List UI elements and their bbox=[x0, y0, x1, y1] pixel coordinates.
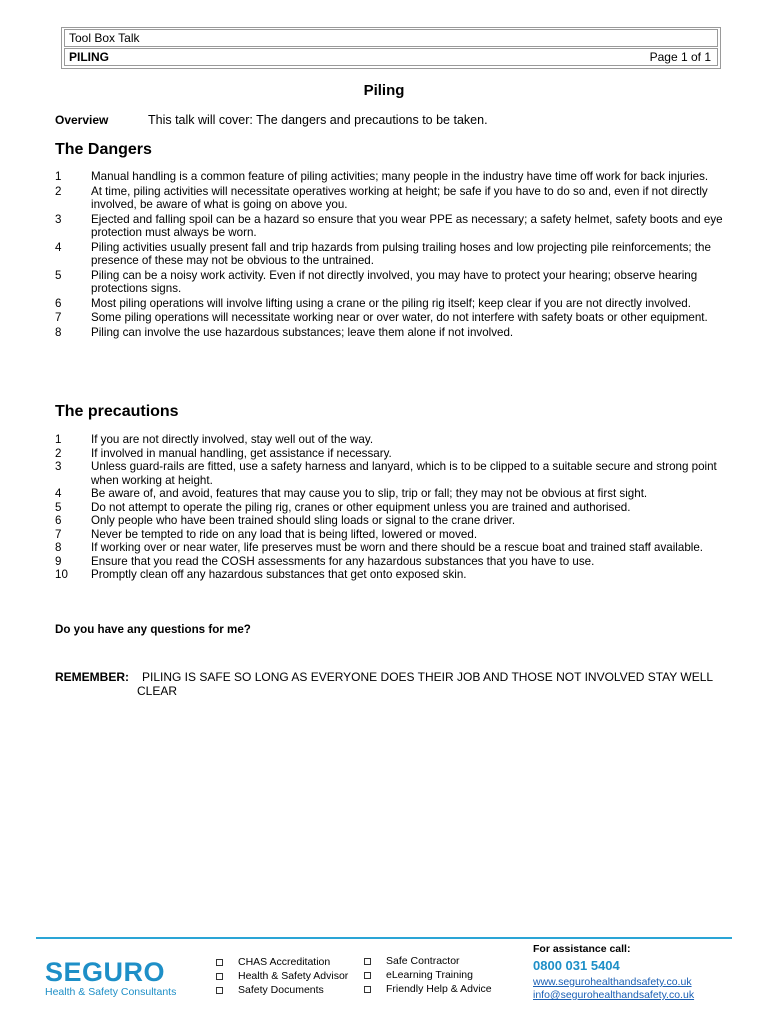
item-number: 7 bbox=[55, 527, 62, 541]
item-text: Never be tempted to ride on any load that is being lifted, lowered or moved. bbox=[91, 527, 478, 541]
document-header bbox=[61, 27, 721, 69]
list-item bbox=[55, 297, 725, 311]
item-number: 1 bbox=[55, 170, 62, 183]
overview-text: This talk will cover: The dangers and precautions to be taken. bbox=[148, 113, 488, 127]
list-item bbox=[216, 983, 348, 997]
item-number: 3 bbox=[55, 212, 62, 226]
topic-label: PILING bbox=[69, 50, 110, 64]
item-number: 6 bbox=[55, 514, 62, 527]
checkbox-icon bbox=[364, 958, 371, 965]
list-item bbox=[364, 954, 492, 968]
item-text: Some piling operations will necessitate working near or over water, do not interfere with safety boats or other equipment. bbox=[91, 311, 708, 324]
service-label: CHAS Accreditation bbox=[238, 956, 331, 968]
item-text: If involved in manual handling, get assistance if necessary. bbox=[91, 446, 392, 460]
item-number: 7 bbox=[55, 311, 62, 324]
item-text: Ejected and falling spoil can be a hazard so ensure that you wear PPE as necessary; a safety helmet, safety boots and eye protection must always be worn. bbox=[91, 212, 723, 239]
item-text: Only people who have been trained should sling loads or signal to the crane driver. bbox=[91, 514, 516, 527]
service-label: eLearning Training bbox=[386, 969, 473, 981]
item-number: 8 bbox=[55, 541, 62, 554]
overview-label: Overview bbox=[55, 113, 109, 127]
phone-number[interactable]: 0800 031 5404 bbox=[533, 958, 620, 973]
item-text: Do not attempt to operate the piling rig, cranes or other equipment unless you are trained and authorised. bbox=[91, 500, 631, 514]
item-number: 4 bbox=[55, 240, 62, 254]
item-text: Piling activities usually present fall and trip hazards from pulsing trailing hoses and low projecting pile reinforcements; the presence of these may not be obvious to the untrained. bbox=[91, 240, 711, 267]
list-item bbox=[216, 969, 348, 983]
list-item bbox=[364, 982, 492, 996]
list-item bbox=[55, 311, 725, 325]
remember-label: REMEMBER: bbox=[55, 670, 129, 684]
list-item bbox=[55, 326, 725, 340]
item-text: Piling can be a noisy work activity. Even if not directly involved, you may have to protect your hearing; observe hearing protections signs. bbox=[91, 268, 698, 295]
list-item bbox=[55, 170, 725, 184]
checkbox-icon bbox=[364, 986, 371, 993]
item-text: At time, piling activities will necessitate operatives working at height; be safe if you have to do so and, even if not directly involved, be aware of what is going on above you. bbox=[91, 184, 708, 211]
item-text: If working over or near water, life preserves must be worn and there should be a rescue boat and trained staff available. bbox=[91, 541, 704, 554]
page-title: Piling bbox=[363, 82, 405, 99]
precautions-list bbox=[55, 433, 725, 582]
item-number: 2 bbox=[55, 446, 62, 460]
item-text: Manual handling is a common feature of piling activities; many people in the industry have time off work for back injuries. bbox=[91, 170, 709, 183]
list-item bbox=[216, 955, 348, 969]
item-number: 10 bbox=[55, 568, 68, 581]
service-label: Safe Contractor bbox=[386, 955, 460, 967]
remember-text: PILING IS SAFE SO LONG AS EVERYONE DOES THEIR JOB AND THOSE NOT INVOLVED STAY WELL CLEAR bbox=[137, 670, 713, 698]
list-item bbox=[55, 433, 725, 447]
item-number: 1 bbox=[55, 433, 62, 446]
checkbox-icon bbox=[364, 972, 371, 979]
email-link[interactable]: info@segurohealthandsafety.co.uk bbox=[533, 989, 695, 1001]
service-label: Safety Documents bbox=[238, 984, 324, 996]
item-text: Ensure that you read the COSH assessments for any hazardous substances that you have to use. bbox=[91, 554, 595, 568]
item-number: 9 bbox=[55, 554, 62, 568]
page-number: Page 1 of 1 bbox=[649, 50, 711, 64]
list-item bbox=[55, 241, 725, 268]
list-item bbox=[55, 501, 725, 515]
item-number: 2 bbox=[55, 184, 62, 198]
toolbox-label: Tool Box Talk bbox=[69, 31, 140, 45]
item-text: If you are not directly involved, stay well out of the way. bbox=[91, 433, 374, 446]
item-text: Piling can involve the use hazardous substances; leave them alone if not involved. bbox=[91, 325, 514, 339]
list-item bbox=[55, 185, 725, 212]
service-label: Friendly Help & Advice bbox=[386, 983, 492, 995]
item-number: 6 bbox=[55, 296, 62, 310]
dangers-list bbox=[55, 170, 725, 340]
logo-wordmark: SEGURO bbox=[45, 957, 166, 987]
service-label: Health & Safety Advisor bbox=[238, 970, 349, 982]
item-text: Be aware of, and avoid, features that may cause you to slip, trip or fall; they may not be obvious at first sight. bbox=[91, 487, 648, 500]
list-item bbox=[55, 528, 725, 542]
assist-label: For assistance call: bbox=[533, 943, 631, 955]
logo-tagline: Health & Safety Consultants bbox=[45, 986, 177, 998]
item-number: 5 bbox=[55, 500, 62, 514]
checkbox-icon bbox=[216, 987, 223, 994]
footer-divider bbox=[36, 937, 732, 939]
list-item bbox=[55, 568, 725, 582]
item-text: Unless guard-rails are fitted, use a safety harness and lanyard, which is to be clipped to a suitable secure and strong point when working at height. bbox=[91, 460, 717, 487]
list-item bbox=[55, 514, 725, 528]
item-number: 4 bbox=[55, 487, 62, 500]
item-number: 8 bbox=[55, 325, 62, 339]
dangers-heading: The Dangers bbox=[55, 141, 152, 158]
item-number: 5 bbox=[55, 268, 62, 282]
list-item bbox=[55, 460, 725, 487]
item-text: Promptly clean off any hazardous substances that get onto exposed skin. bbox=[91, 568, 467, 581]
list-item bbox=[55, 541, 725, 555]
header-row-label bbox=[64, 29, 718, 47]
list-item bbox=[55, 269, 725, 296]
seguro-logo bbox=[45, 958, 176, 998]
list-item bbox=[364, 968, 492, 982]
services-list-a bbox=[216, 955, 348, 997]
checkbox-icon bbox=[216, 973, 223, 980]
header-row-topic bbox=[64, 48, 718, 66]
services-list-b bbox=[364, 954, 492, 996]
list-item bbox=[55, 555, 725, 569]
list-item bbox=[55, 487, 725, 501]
item-number: 3 bbox=[55, 460, 62, 473]
questions-prompt: Do you have any questions for me? bbox=[55, 623, 251, 636]
website-link[interactable]: www.segurohealthandsafety.co.uk bbox=[533, 976, 692, 988]
list-item bbox=[55, 447, 725, 461]
checkbox-icon bbox=[216, 959, 223, 966]
item-text: Most piling operations will involve lifting using a crane or the piling rig itself; keep clear if you are not directly involved. bbox=[91, 296, 691, 310]
contact-block bbox=[533, 942, 694, 1002]
list-item bbox=[55, 213, 725, 240]
precautions-heading: The precautions bbox=[55, 403, 179, 420]
